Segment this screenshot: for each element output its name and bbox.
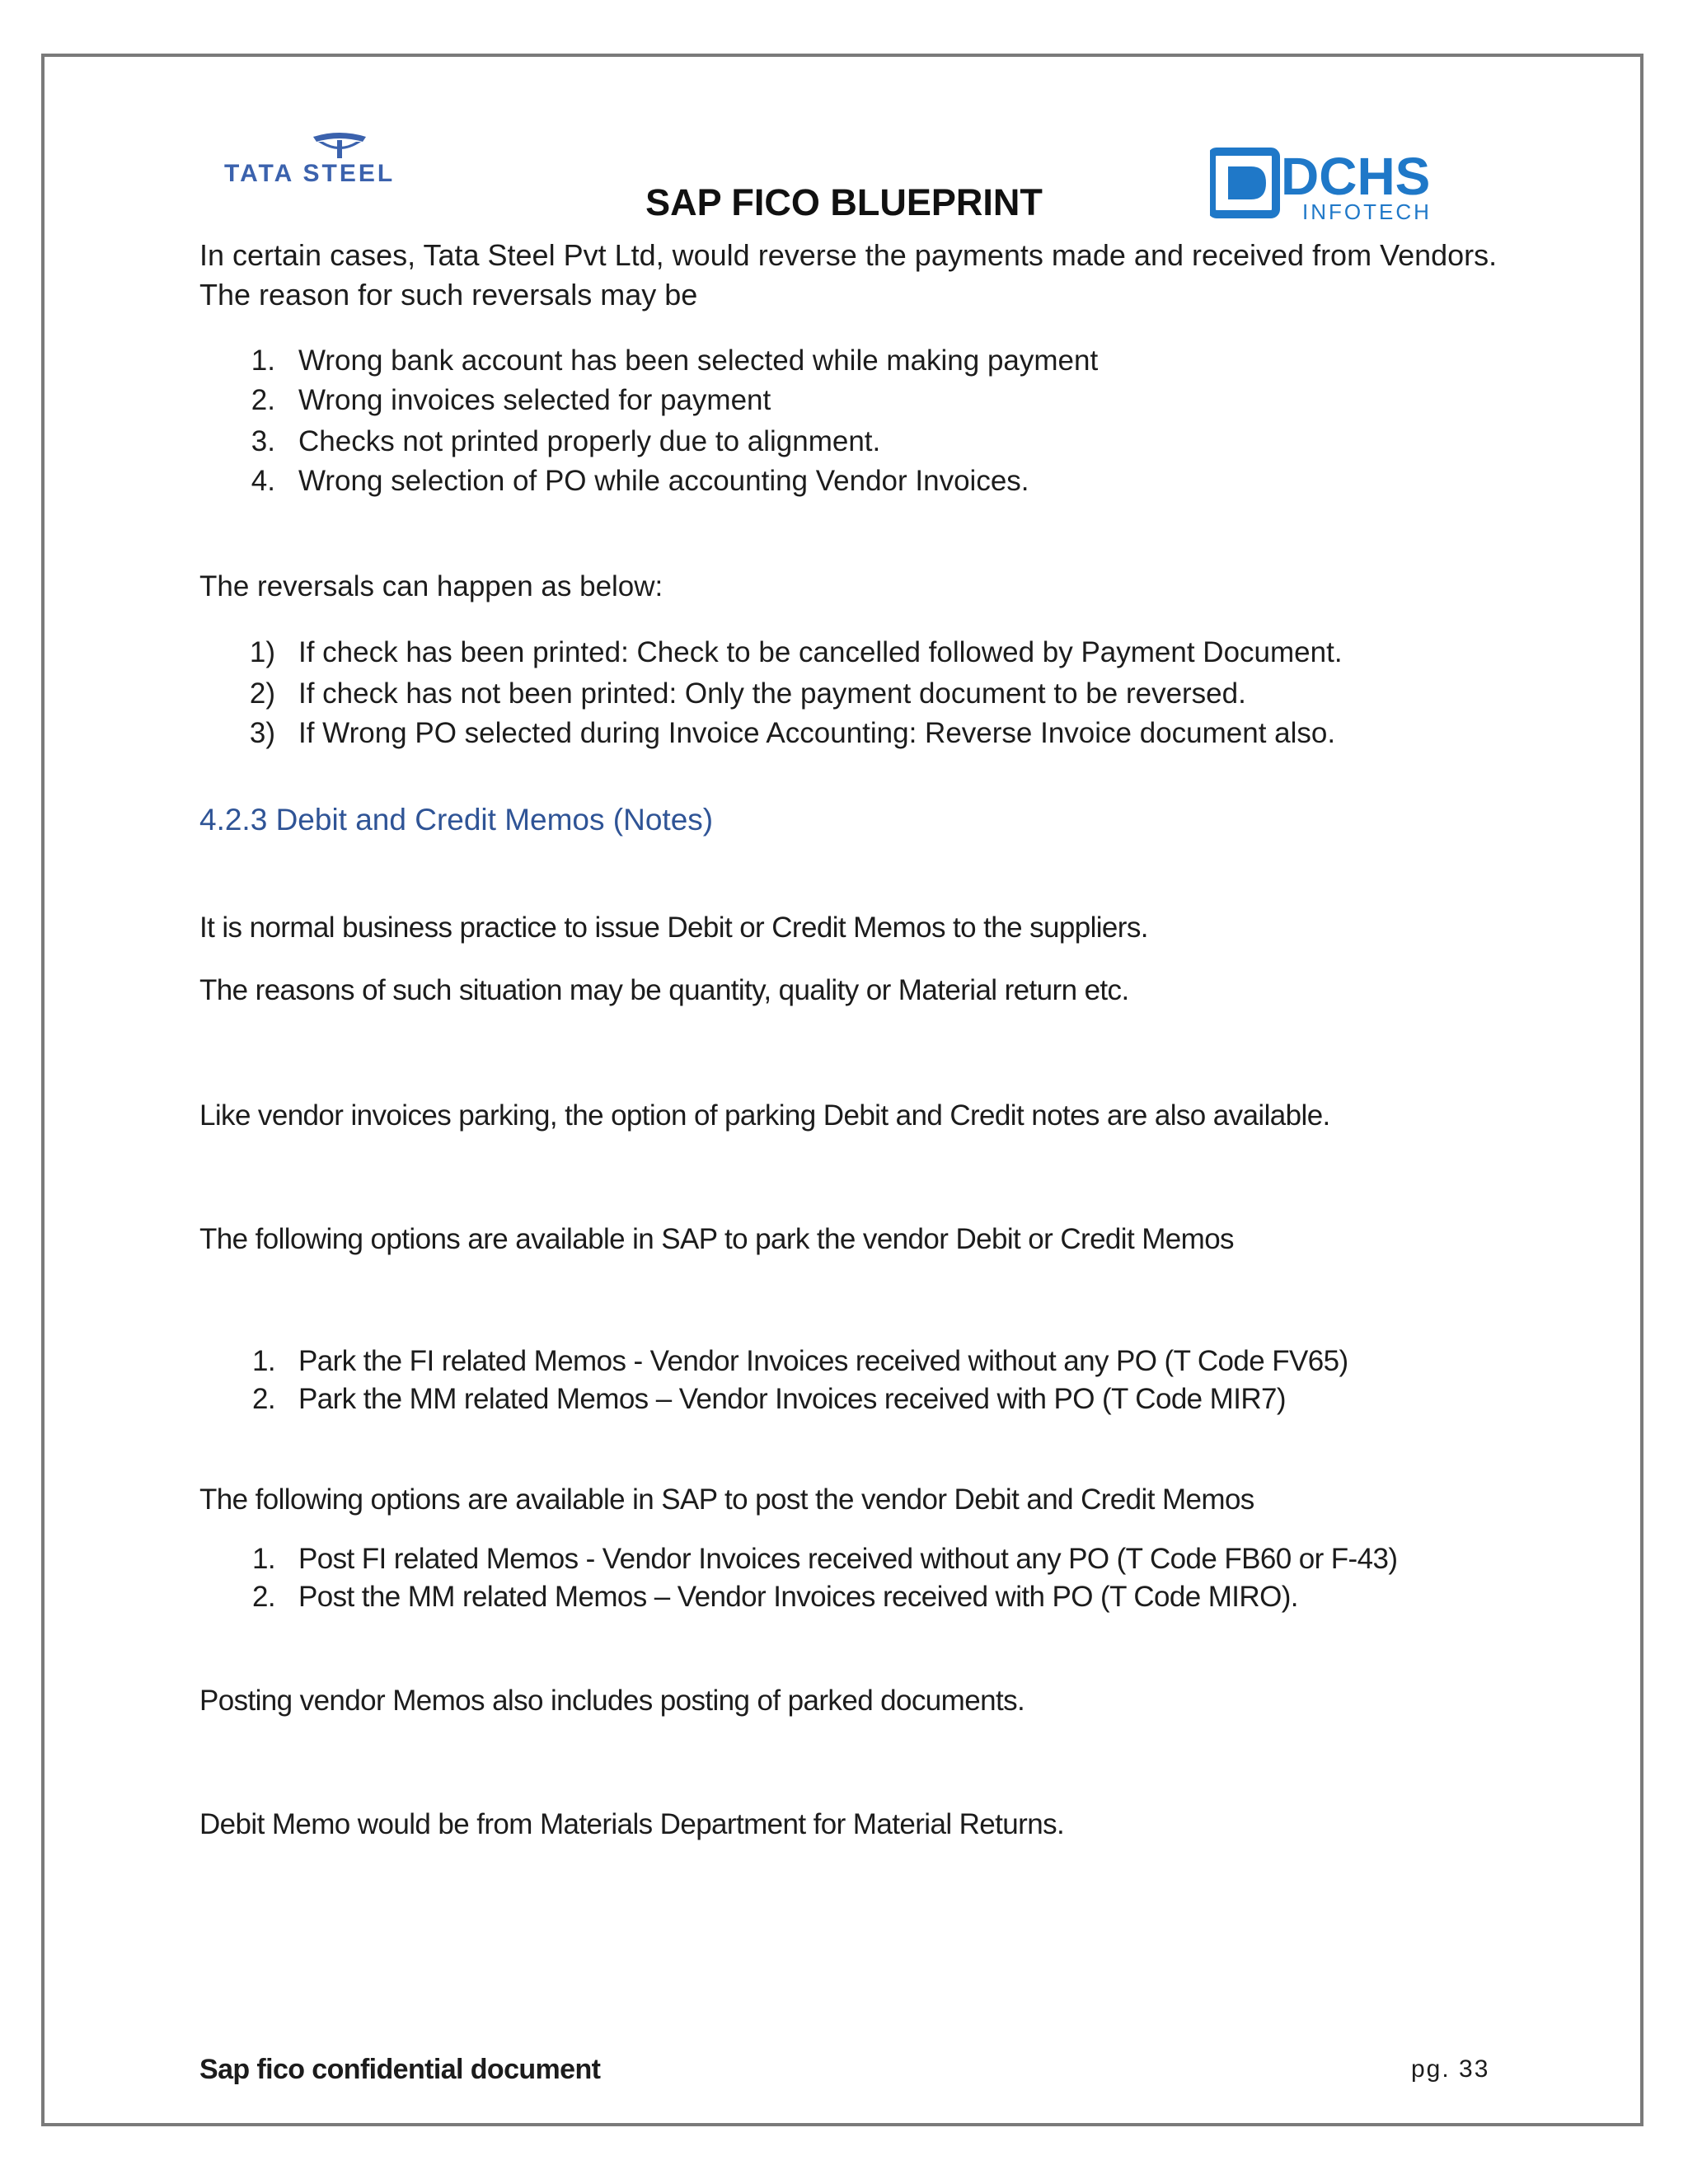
reversals-intro: The reversals can happen as below: [199, 570, 663, 602]
memo-para-3: Like vendor invoices parking, the option of parking Debit and Credit notes are also available. [199, 1099, 1330, 1132]
section-heading: 4.2.3 Debit and Credit Memos (Notes) [199, 803, 714, 837]
memo-para-1: It is normal business practice to issue Debit or Credit Memos to the suppliers. [199, 912, 1148, 944]
intro-line-1: In certain cases, Tata Steel Pvt Ltd, would reverse the payments made and received from Vendors. [199, 238, 1498, 272]
tata-steel-logo [224, 132, 455, 185]
list-number: 2. [251, 384, 275, 416]
list-number: 1) [249, 636, 275, 668]
list-number: 2. [252, 1581, 275, 1613]
memo-para-4: The following options are available in SAP to park the vendor Debit or Credit Memos [199, 1223, 1234, 1255]
list-text: If check has not been printed: Only the payment document to be reversed. [298, 677, 1246, 710]
svg-text:TATA STEEL: TATA STEEL [224, 160, 396, 185]
list-number: 1. [252, 1543, 275, 1575]
list-text: Checks not printed properly due to alignment. [298, 425, 881, 457]
list-text: Wrong invoices selected for payment [298, 384, 771, 416]
footer-label: Sap fico confidential document [199, 2054, 601, 2085]
list-text: Wrong selection of PO while accounting Vendor Invoices. [298, 465, 1029, 497]
closing-para-2: Debit Memo would be from Materials Department for Material Returns. [199, 1808, 1065, 1840]
list-number: 1. [251, 344, 275, 377]
page-number: pg. 33 [1411, 2055, 1490, 2083]
svg-text:DCHS: DCHS [1281, 147, 1431, 206]
intro-line-2: The reason for such reversals may be [199, 278, 698, 312]
list-text: If check has been printed: Check to be cancelled followed by Payment Document. [298, 636, 1343, 668]
list-text: Park the MM related Memos – Vendor Invoices received with PO (T Code MIR7) [298, 1383, 1286, 1415]
list-number: 2) [249, 677, 275, 710]
list-text: Park the FI related Memos - Vendor Invoices received without any PO (T Code FV65) [298, 1345, 1348, 1377]
svg-text:INFOTECH: INFOTECH [1302, 199, 1432, 221]
list-number: 4. [251, 465, 275, 497]
list-text: Post the MM related Memos – Vendor Invoices received with PO (T Code MIRO). [298, 1581, 1298, 1613]
post-intro: The following options are available in SAP to post the vendor Debit and Credit Memos [199, 1483, 1254, 1516]
closing-para-1: Posting vendor Memos also includes posting of parked documents. [199, 1685, 1025, 1717]
memo-para-2: The reasons of such situation may be quantity, quality or Material return etc. [199, 974, 1129, 1006]
list-number: 2. [252, 1383, 275, 1415]
list-number: 1. [252, 1345, 275, 1377]
page-title: SAP FICO BLUEPRINT [645, 181, 1043, 223]
list-text: If Wrong PO selected during Invoice Accounting: Reverse Invoice document also. [298, 717, 1336, 749]
list-text: Wrong bank account has been selected while making payment [298, 344, 1099, 377]
list-number: 3) [249, 717, 275, 749]
list-text: Post FI related Memos - Vendor Invoices received without any PO (T Code FB60 or F-43) [298, 1543, 1398, 1575]
list-number: 3. [251, 425, 275, 457]
